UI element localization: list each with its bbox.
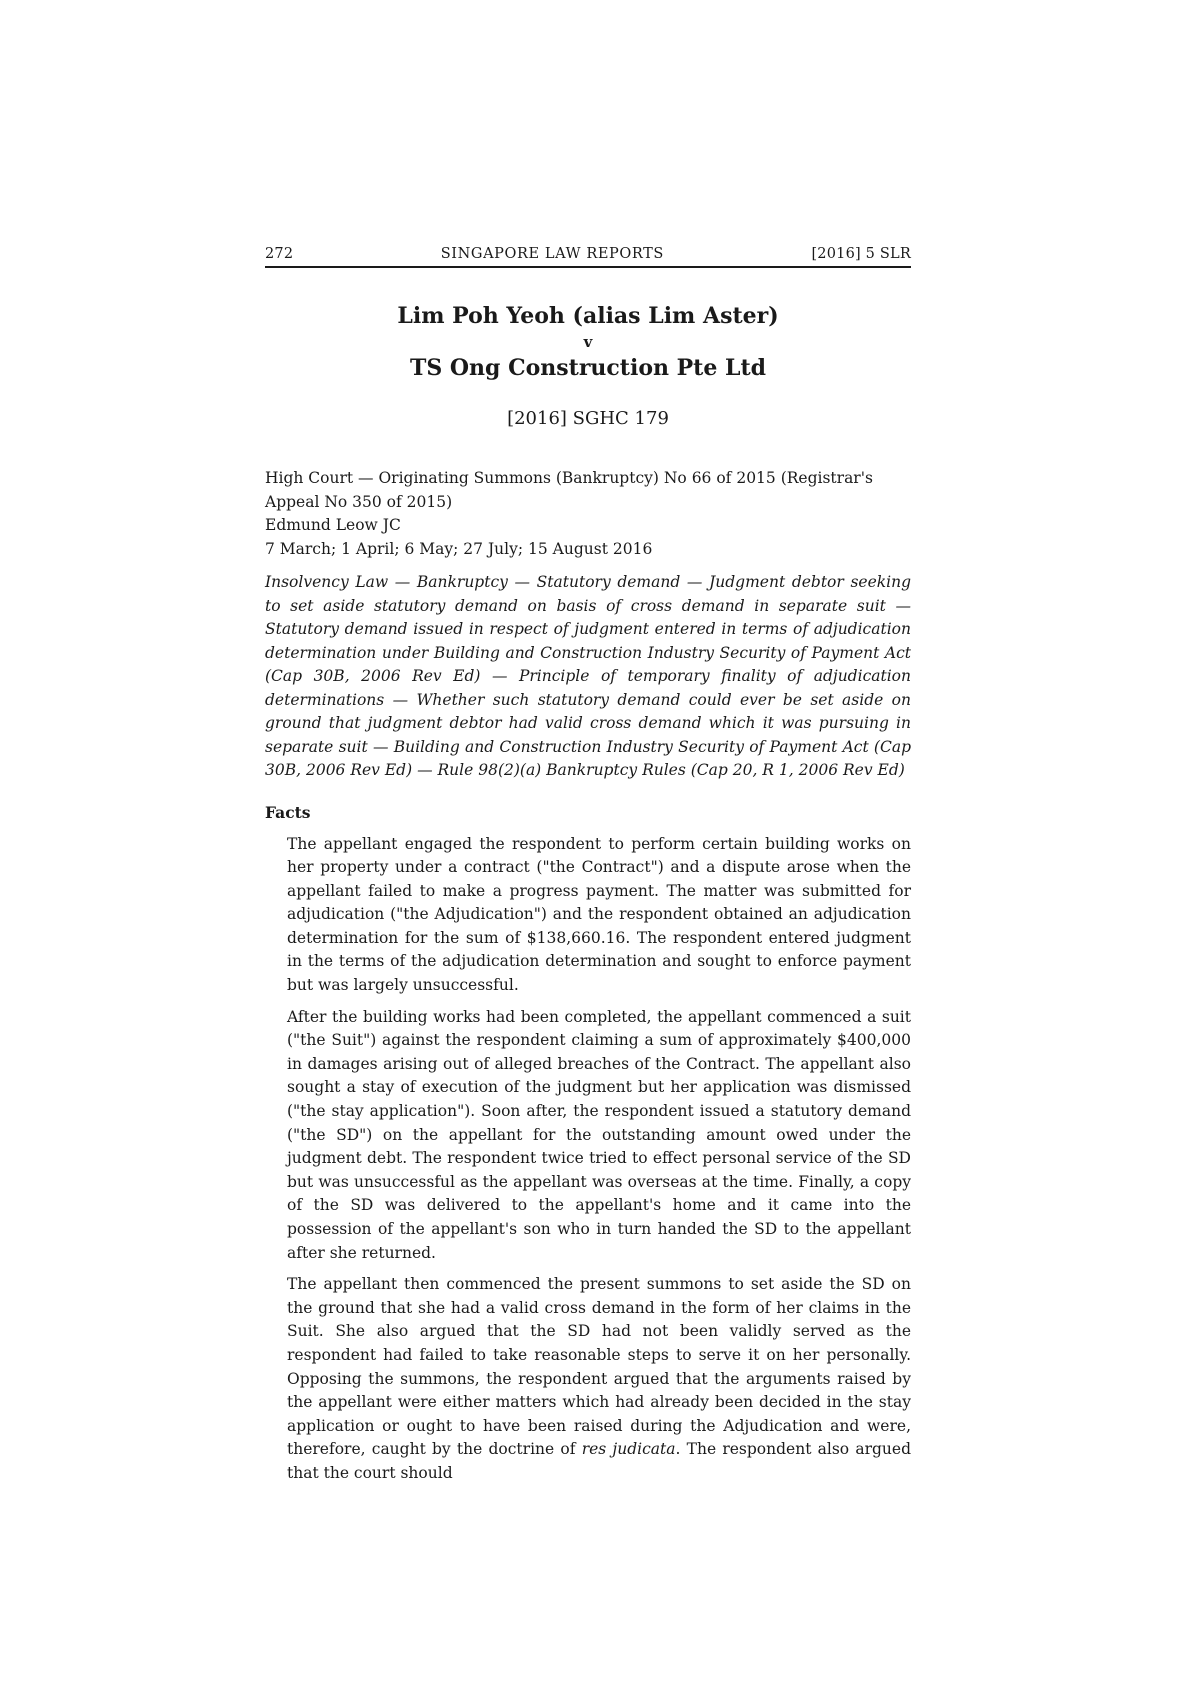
facts-paragraph-text: The appellant then commenced the present summons to set aside the SD on the ground that she had a valid cross demand in the form of her claims in the Suit. She also argued that the SD had not been validly served as the respondent had failed to take reasonable steps to serve it on her personally. Opposing the summons, the respondent argued that the arguments raised by the appellant were either matters which had already been decided in the stay application or ought to have been raised during the Adjudication and were, therefore, caught by the doctrine of [287,1275,911,1459]
neutral-citation: [2016] SGHC 179 [507,408,669,429]
facts-paragraph-text-end: . The respondent also argued that the court should [287,1440,911,1482]
latin-term: res judicata [581,1440,676,1459]
facts-heading: Facts [265,802,311,822]
journal-title: SINGAPORE LAW REPORTS [440,246,664,262]
facts-paragraph: The appellant engaged the respondent to perform certain building works on her property under a contract ("the Contract") and a dispute arose when the appellant failed to make a progress payment. The matter was submitted for adjudication ("the Adjudication") and the respondent obtained an adjudication determination for the sum of $138,660.16. The respondent entered judgment in the terms of the adjudication determination and sought to enforce payment but was largely unsuccessful. [287,834,911,995]
case-metadata [265,467,911,561]
court-line-cont: Appeal No 350 of 2015) [265,492,453,511]
hearing-dates: 7 March; 1 April; 6 May; 27 July; 15 August 2016 [265,539,653,558]
respondent-name: TS Ong Construction Pte Ltd [409,355,767,381]
judge: Edmund Leow JC [265,516,401,534]
appellant-name: Lim Poh Yeoh (alias Lim Aster) [397,303,779,329]
running-header [265,246,911,268]
court-line: High Court — Originating Summons (Bankruptcy) No 66 of 2015 (Registrar's [265,469,873,487]
case-title [265,302,911,382]
volume-citation: [2016] 5 SLR [811,246,911,262]
facts-paragraph: After the building works had been completed, the appellant commenced a suit ("the Suit") against the respondent claiming a sum of approximately $400,000 in damages arising out of alleged breaches of the Contract. The appellant also sought a stay of execution of the judgment but her application was dismissed ("the stay application"). Soon after, the respondent issued a statutory demand ("the SD") on the appellant for the outstanding amount owed under the judgment debt. The respondent twice tried to effect personal service of the SD but was unsuccessful as the appellant was overseas at the time. Finally, a copy of the SD was delivered to the appellant's home and it came into the possession of the appellant's son who in turn handed the SD to the appellant after she returned. [287,1007,911,1262]
page [265,246,911,1486]
page-number: 272 [265,246,294,262]
catchwords: Insolvency Law — Bankruptcy — Statutory demand — Judgment debtor seeking to set aside statutory demand on basis of cross demand in separate suit — Statutory demand issued in respect of judgment entered in terms of adjudication determination under Building and Construction Industry Security of Payment Act (Cap 30B, 2006 Rev Ed) — Principle of temporary finality of adjudication determinations — Whether such statutory demand could ever be set aside on ground that judgment debtor had valid cross demand which it was pursuing in separate suit — Building and Construction Industry Security of Payment Act (Cap 30B, 2006 Rev Ed) — Rule 98(2)(a) Bankruptcy Rules (Cap 20, R 1, 2006 Rev Ed) [265,573,911,779]
versus: v [583,333,593,351]
facts-paragraph [287,1273,911,1485]
